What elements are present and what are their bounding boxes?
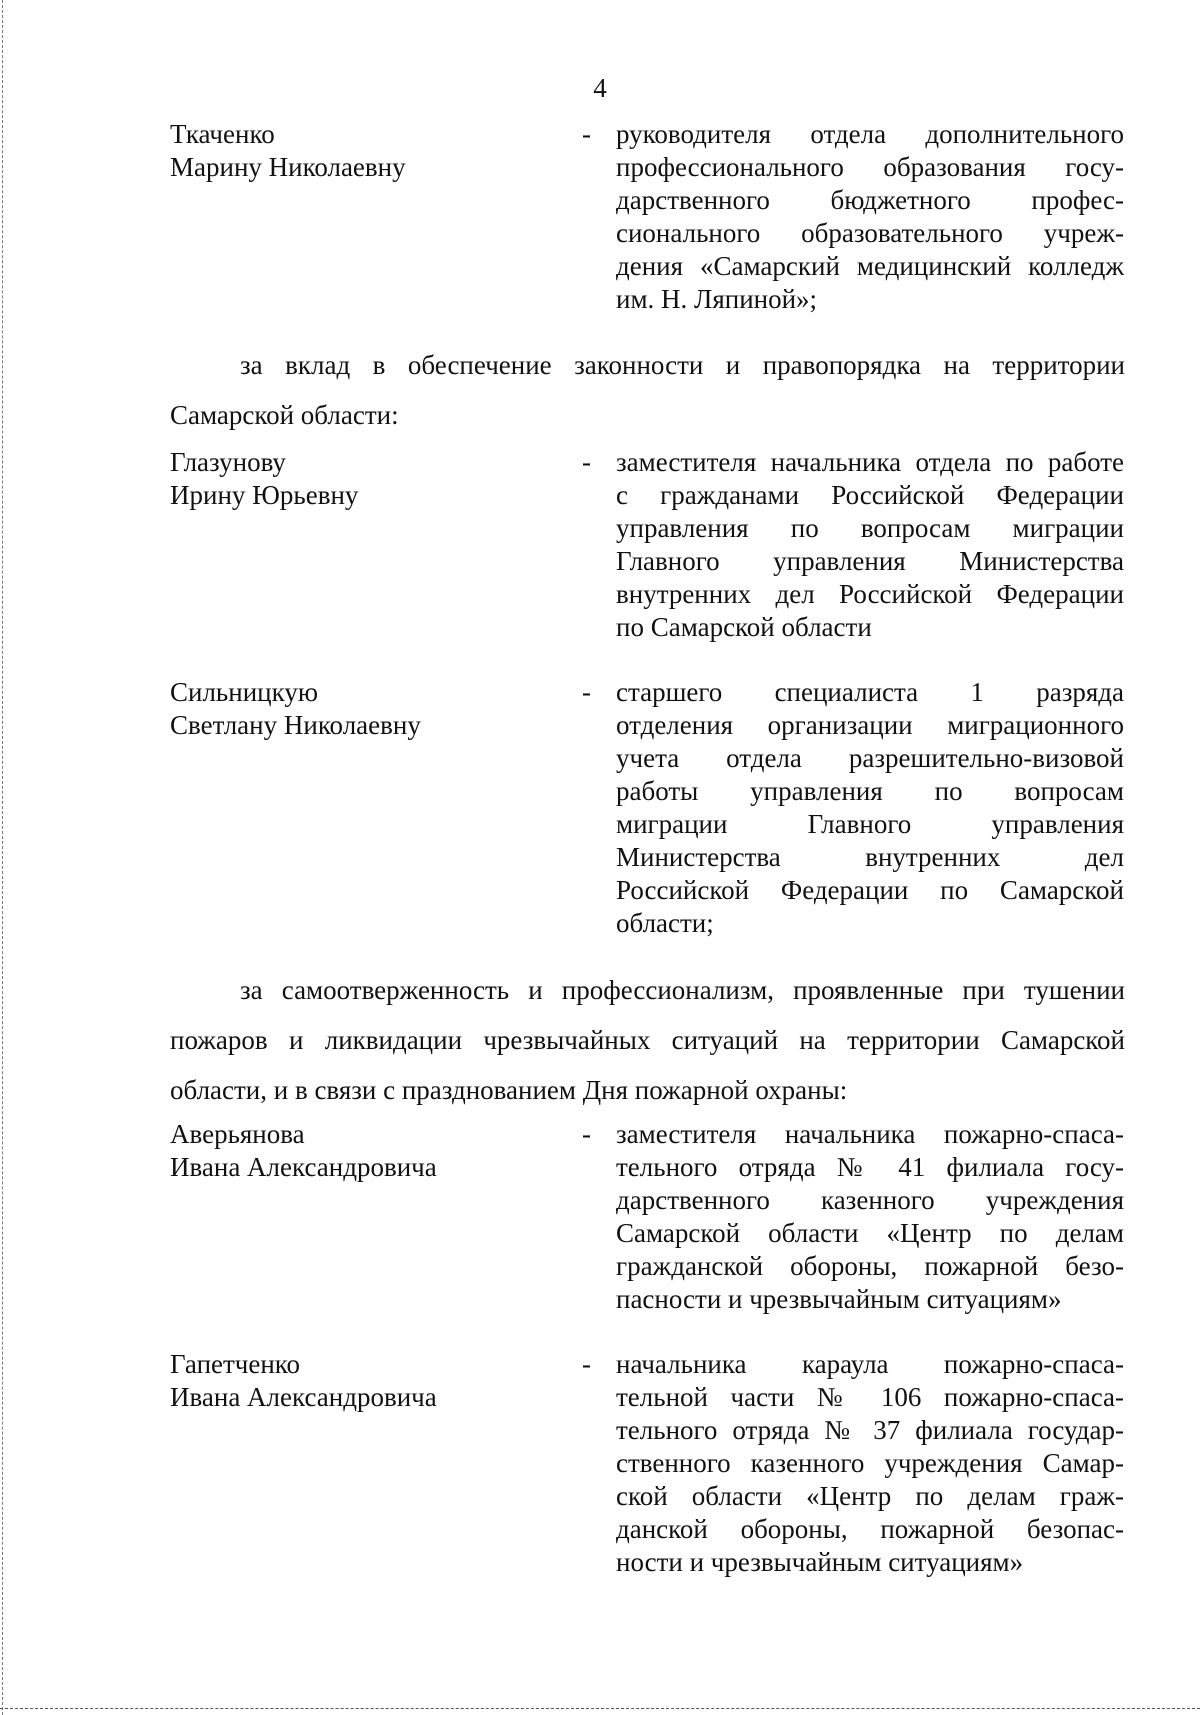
recipient-position: руководителя отдела дополнительного профессионального образования госу- дарственного бюджетного профес- сионального образовательного учреж- дения «Самарский медицинский колледж им. Н. Ляпиной»;: [616, 119, 1124, 314]
recipient-name: Ткаченко Марину Николаевну: [170, 119, 406, 182]
recipient-position: заместителя начальника пожарно-спаса- тельного отряда № 41 филиала госу- дарственного казенного учреждения Самарской области «Центр по делам гражданской обороны, пожарной безо- пасности и чрезвычайным ситуациям»: [616, 1119, 1124, 1314]
scan-edge-bottom: [0, 1708, 1200, 1709]
recipient-name: Аверьянова Ивана Александровича: [170, 1119, 437, 1182]
scan-edge-left: [2, 0, 3, 1715]
entry-dash: -: [582, 119, 591, 149]
recipient-position: начальника караула пожарно-спаса- тельной части № 106 пожарно-спаса- тельного отряда № 37 филиала государ- ственного казенного учреждения Самар- ской области «Центр по делам граж- данской обороны, пожарной безопас- ности и чрезвычайным ситуациям»: [616, 1349, 1124, 1577]
award-category-paragraph: за самоотверженность и профессионализм, проявленные при тушении пожаров и ликвидации чрезвычайных ситуаций на территории Самарской области, и в связи с празднованием Дня пожарной охраны:: [170, 975, 1125, 1105]
entry-dash: -: [582, 1119, 591, 1149]
recipient-position: старшего специалиста 1 разряда отделения организации миграционного учета отдела разрешительно-визовой работы управления по вопросам миграции Главного управления Министерства внутренних дел Российской Федерации по Самарской области;: [616, 677, 1124, 938]
entry-dash: -: [582, 447, 591, 477]
page-number: 4: [593, 73, 607, 103]
recipient-name: Гапетченко Ивана Александровича: [170, 1349, 437, 1412]
award-category-paragraph: за вклад в обеспечение законности и правопорядка на территории Самарской области:: [170, 350, 1125, 430]
recipient-name: Сильницкую Светлану Николаевну: [170, 677, 421, 740]
recipient-name: Глазунову Ирину Юрьевну: [170, 447, 359, 510]
recipient-position: заместителя начальника отдела по работе с гражданами Российской Федерации управления по вопросам миграции Главного управления Министерства внутренних дел Российской Федерации по Самарской области: [616, 447, 1124, 642]
entry-dash: -: [582, 677, 591, 707]
entry-dash: -: [582, 1349, 591, 1379]
